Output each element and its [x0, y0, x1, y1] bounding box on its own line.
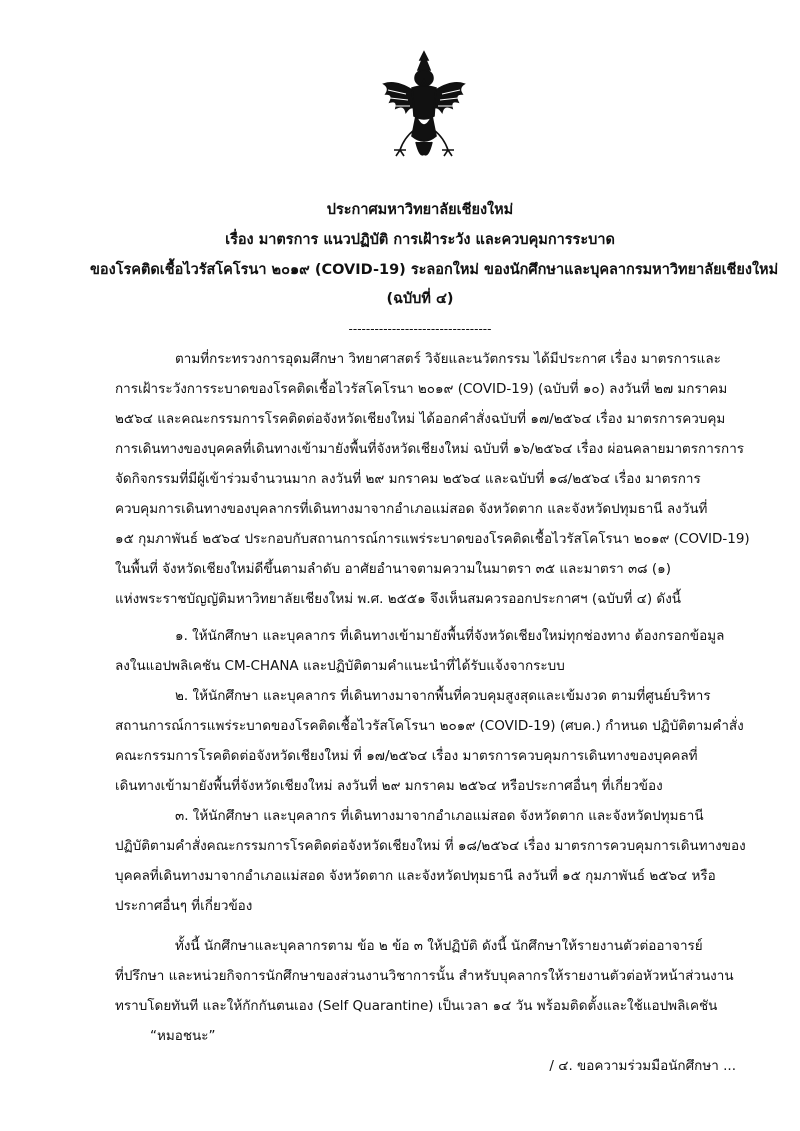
item-2-line: เดินทางเข้ามายังพื้นที่จังหวัดเชียงใหม่ ลงวันที่ ๒๙ มกราคม ๒๕๖๔ หรือประกาศอื่นๆ ที่เกี่ยวข้อง [115, 778, 663, 794]
page-continuation: / ๔. ขอความร่วมมือนักศึกษา ... [549, 1058, 736, 1074]
intro-line: จัดกิจกรรมที่มีผู้เข้าร่วมจำนวนมาก ลงวันที่ ๒๙ มกราคม ๒๕๖๔ และฉบับที่ ๑๘/๒๕๖๔ เรื่อง มาตรการ [115, 471, 701, 487]
announcement-subject: เรื่อง มาตรการ แนวปฏิบัติ การเฝ้าระวัง และควบคุมการระบาด [225, 232, 615, 248]
item-3-line: ปฏิบัติตามคำสั่งคณะกรรมการโรคติดต่อจังหวัดเชียงใหม่ ที่ ๑๘/๒๕๖๔ เรื่อง มาตรการควบคุมการเดินทางของ [115, 838, 746, 854]
intro-line: การเดินทางของบุคคลที่เดินทางเข้ามายังพื้นที่จังหวัดเชียงใหม่ ฉบับที่ ๑๖/๒๕๖๔ เรื่อง ผ่อนคลายมาตรการการ [115, 441, 745, 457]
intro-line: ในพื้นที่ จังหวัดเชียงใหม่ดีขึ้นตามลำดับ อาศัยอำนาจตามความในมาตรา ๓๕ และมาตรา ๓๘ (๑) [115, 561, 671, 577]
announcement-title: ประกาศมหาวิทยาลัยเชียงใหม่ [326, 202, 514, 218]
closing-line: “หมอชนะ” [150, 1028, 216, 1044]
intro-line: แห่งพระราชบัญญัติมหาวิทยาลัยเชียงใหม่ พ.ศ. ๒๕๕๑ จึงเห็นสมควรออกประกาศฯ (ฉบับที่ ๔) ดังนี้ [115, 591, 682, 607]
item-3-line: บุคคลที่เดินทางมาจากอำเภอแม่สอด จังหวัดตาก และจังหวัดปทุมธานี ลงวันที่ ๑๕ กุมภาพันธ์ ๒๕๖๔ หรือ [115, 868, 716, 884]
intro-line: ตามที่กระทรวงการอุดมศึกษา วิทยาศาสตร์ วิจัยและนวัตกรรม ได้มีประกาศ เรื่อง มาตรการและ [175, 351, 721, 367]
intro-line: การเฝ้าระวังการระบาดของโรคติดเชื้อไวรัสโคโรนา ๒๐๑๙ (COVID-19) (ฉบับที่ ๑๐) ลงวันที่ ๒๗ มกราคม [115, 381, 728, 397]
garuda-emblem-icon [376, 50, 472, 162]
announcement-subject-cont: ของโรคติดเชื้อไวรัสโคโรนา ๒๐๑๙ (COVID-19) ระลอกใหม่ ของนักศึกษาและบุคลากรมหาวิทยาลัยเชียงใหม่ [90, 262, 779, 278]
item-2-line: คณะกรรมการโรคติดต่อจังหวัดเชียงใหม่ ที่ ๑๗/๒๕๖๔ เรื่อง มาตรการควบคุมการเดินทางของบุคคลที่ [115, 748, 698, 764]
closing-line: ทั้งนี้ นักศึกษาและบุคลากรตาม ข้อ ๒ ข้อ ๓ ให้ปฏิบัติ ดังนี้ นักศึกษาให้รายงานตัวต่ออาจารย์ [175, 938, 703, 954]
closing-line: ทราบโดยทันที และให้กักกันตนเอง (Self Quarantine) เป็นเวลา ๑๔ วัน พร้อมติดตั้งและใช้แอปพลิเคชัน [115, 998, 718, 1014]
item-2-line: สถานการณ์การแพร่ระบาดของโรคติดเชื้อไวรัสโคโรนา ๒๐๑๙ (COVID-19) (ศบค.) กำหนด ปฏิบัติตามคำสั่ง [115, 718, 744, 734]
item-1-line: ลงในแอปพลิเคชัน CM-CHANA และปฏิบัติตามคำแนะนำที่ได้รับแจ้งจากระบบ [115, 658, 565, 674]
intro-line: ๒๕๖๔ และคณะกรรมการโรคติดต่อจังหวัดเชียงใหม่ ได้ออกคำสั่งฉบับที่ ๑๗/๒๕๖๔ เรื่อง มาตรการควบคุม [115, 411, 726, 427]
intro-line: ๑๕ กุมภาพันธ์ ๒๕๖๔ ประกอบกับสถานการณ์การแพร่ระบาดของโรคติดเชื้อไวรัสโคโรนา ๒๐๑๙ (COVID-19) [115, 531, 750, 547]
announcement-edition: (ฉบับที่ ๔) [386, 291, 454, 307]
item-1-line: ๑. ให้นักศึกษา และบุคลากร ที่เดินทางเข้ามายังพื้นที่จังหวัดเชียงใหม่ทุกช่องทาง ต้องกรอกข้อมูล [175, 628, 725, 644]
item-3-line: ๓. ให้นักศึกษา และบุคลากร ที่เดินทางมาจากอำเภอแม่สอด จังหวัดตาก และจังหวัดปทุมธานี [175, 808, 704, 824]
title-divider: --------------------------------- [348, 322, 492, 336]
intro-line: ควบคุมการเดินทางของบุคลากรที่เดินทางมาจากอำเภอแม่สอด จังหวัดตาก และจังหวัดปทุมธานี ลงวันที่ [115, 501, 708, 517]
closing-line: ที่ปรึกษา และหน่วยกิจการนักศึกษาของส่วนงานวิชาการนั้น สำหรับบุคลากรให้รายงานตัวต่อหัวหน้าส่วนงาน [115, 968, 734, 984]
item-3-line: ประกาศอื่นๆ ที่เกี่ยวข้อง [115, 898, 253, 914]
item-2-line: ๒. ให้นักศึกษา และบุคลากร ที่เดินทางมาจากพื้นที่ควบคุมสูงสุดและเข้มงวด ตามที่ศูนย์บริหาร [175, 688, 711, 704]
